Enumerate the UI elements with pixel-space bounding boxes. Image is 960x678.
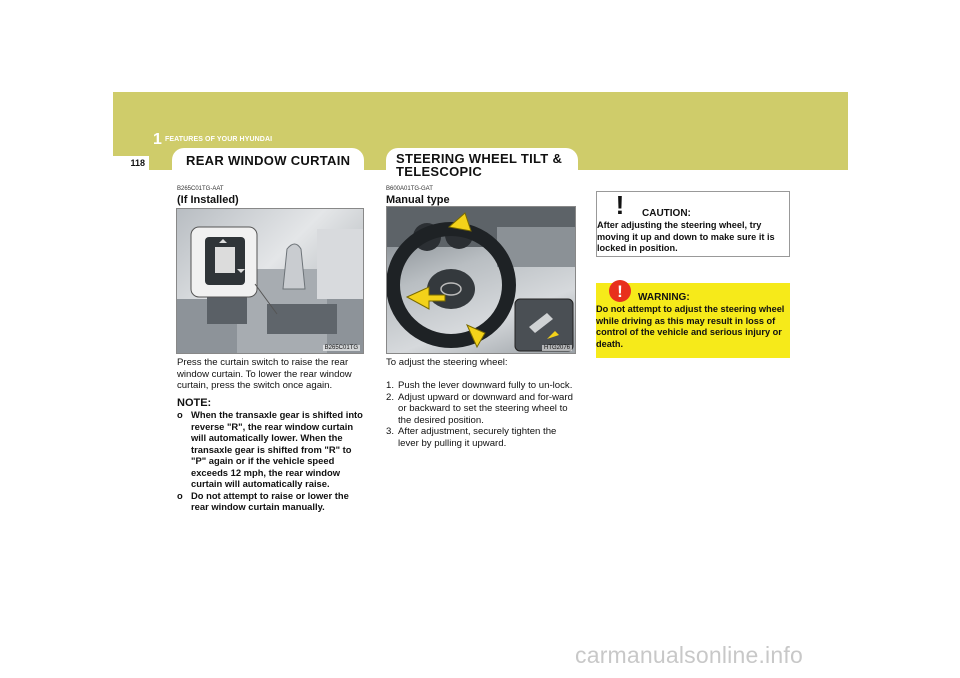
chapter-title: FEATURES OF YOUR HYUNDAI [165, 136, 273, 143]
subhead-manual-type: Manual type [386, 194, 450, 206]
image-caption: HTG2076 [543, 345, 570, 351]
list-item [386, 380, 576, 392]
svg-text:!: ! [615, 192, 625, 220]
adjustment-steps [386, 380, 576, 449]
warning-title: WARNING: [638, 292, 690, 303]
steering-wheel-photo [386, 206, 576, 354]
warning-text: Do not attempt to adjust the steering wheel while driving as this may result in loss of control of the vehicle and serious injury or death. [596, 304, 785, 349]
section-code: B265C01TG-AAT [177, 186, 224, 192]
section-title-line-1: STEERING WHEEL TILT & [396, 151, 563, 166]
warning-box [596, 283, 790, 358]
list-item: o When the transaxle gear is shifted into reverse "R", the rear window curtain will automatically lower. When the transaxle gear is shifted from "R" to "P" again or if the vehicle speed exceeds 12 mph, the rear window curtain will automatically raise. [177, 409, 365, 490]
list-item [386, 426, 576, 449]
subhead-if-installed: (If Installed) [177, 194, 239, 206]
note-list [177, 409, 365, 513]
section-code: B600A01TG-GAT [386, 186, 433, 192]
list-item: o Do not attempt to raise or lower the rear window curtain manually. [177, 490, 365, 513]
section-title-line-2: TELESCOPIC [396, 164, 483, 179]
chapter-number: 1 [153, 131, 162, 148]
watermark: carmanualsonline.info [575, 642, 803, 668]
warning-exclamation-icon [606, 277, 634, 305]
rear-curtain-switch-photo [176, 208, 364, 354]
step-text: After adjustment, securely tighten the lever by pulling it upward. [398, 426, 557, 449]
page-number: 118 [113, 156, 149, 170]
note-title: NOTE: [177, 397, 212, 409]
section-title-steering-wheel [386, 148, 578, 179]
curtain-instructions: Press the curtain switch to raise the rear window curtain. To lower the rear window curtain, press the switch once again. [177, 357, 352, 391]
step-number: 1. [386, 380, 395, 391]
step-number: 2. [386, 391, 395, 403]
steering-intro: To adjust the steering wheel: [386, 357, 508, 368]
svg-text:!: ! [617, 282, 623, 301]
step-text: Adjust upward or downward and for-ward or backward to set the steering wheel to the desired position. [398, 391, 573, 426]
caution-text: After adjusting the steering wheel, try moving it up and down to make sure it is locked in position. [597, 220, 775, 253]
section-title-rear-window-curtain: REAR WINDOW CURTAIN [172, 148, 364, 170]
steering-wheel-illustration [387, 207, 575, 353]
warning-triangle-icon [605, 192, 635, 220]
image-caption: B265C01TG [324, 345, 358, 351]
console-illustration [177, 209, 363, 353]
step-number: 3. [386, 426, 395, 437]
step-text: Push the lever downward fully to un-lock. [398, 380, 573, 391]
caution-title: CAUTION: [642, 208, 691, 219]
list-item [386, 392, 576, 427]
caution-box [596, 191, 790, 257]
